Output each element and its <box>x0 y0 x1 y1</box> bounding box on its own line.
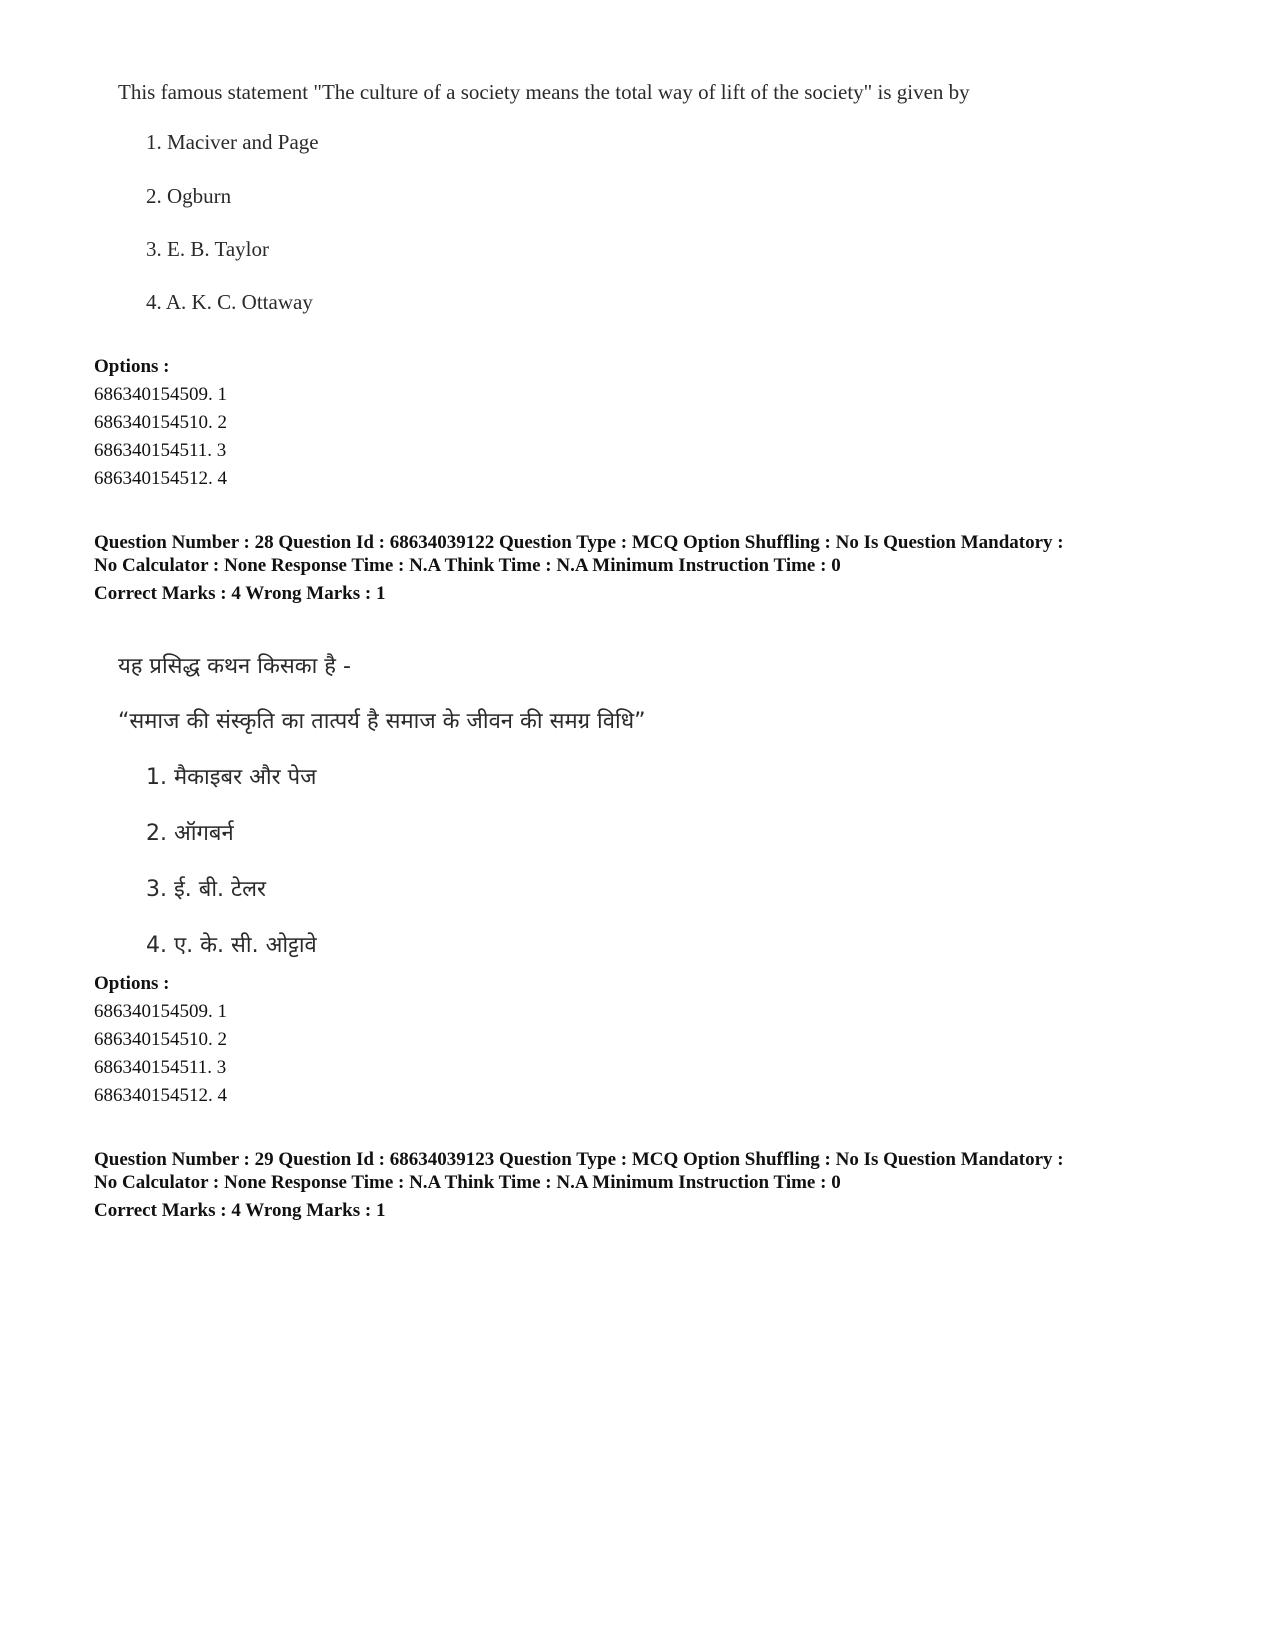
question-stem-line-1: यह प्रसिद्ध कथन किसका है - <box>118 654 351 679</box>
options-label: Options : <box>94 356 170 377</box>
question-stem: This famous statement "The culture of a society means the total way of lift of the society" is given by <box>118 80 970 104</box>
option-id-4: 686340154512. 4 <box>94 468 227 489</box>
question-image-english <box>118 78 1118 314</box>
question-meta-line-1: Question Number : 29 Question Id : 68634039123 Question Type : MCQ Option Shuffling : No Is Question Mandatory : <box>94 1149 1064 1170</box>
question-meta-line-2: No Calculator : None Response Time : N.A Think Time : N.A Minimum Instruction Time : 0 <box>94 555 841 576</box>
choice-1: 1. Maciver and Page <box>146 130 319 154</box>
option-id-3: 686340154511. 3 <box>94 1057 227 1078</box>
question-marks: Correct Marks : 4 Wrong Marks : 1 <box>94 1200 386 1221</box>
option-id-1: 686340154509. 1 <box>94 384 227 405</box>
question-stem-line-2: “समाज की संस्कृति का तात्पर्य है समाज के जीवन की समग्र विधि” <box>118 709 646 734</box>
option-id-1: 686340154509. 1 <box>94 1001 227 1022</box>
choice-2: 2. Ogburn <box>146 184 232 208</box>
choice-4: 4. A. K. C. Ottaway <box>146 290 313 314</box>
choice-3: 3. ई. बी. टेलर <box>146 877 267 902</box>
option-id-3: 686340154511. 3 <box>94 440 227 461</box>
option-id-4: 686340154512. 4 <box>94 1085 227 1106</box>
choice-2: 2. ऑगबर्न <box>146 821 234 846</box>
question-meta-line-2: No Calculator : None Response Time : N.A Think Time : N.A Minimum Instruction Time : 0 <box>94 1172 841 1193</box>
choice-3: 3. E. B. Taylor <box>146 237 269 261</box>
question-marks: Correct Marks : 4 Wrong Marks : 1 <box>94 583 386 604</box>
question-meta-line-1: Question Number : 28 Question Id : 68634039122 Question Type : MCQ Option Shuffling : No Is Question Mandatory : <box>94 532 1064 553</box>
question-meta <box>94 1148 1214 1222</box>
option-id-2: 686340154510. 2 <box>94 412 227 433</box>
choice-4: 4. ए. के. सी. ओट्टावे <box>146 933 317 958</box>
question-meta <box>94 531 1214 605</box>
choice-1: 1. मैकाइबर और पेज <box>146 765 317 790</box>
option-id-2: 686340154510. 2 <box>94 1029 227 1050</box>
options-label: Options : <box>94 973 170 994</box>
